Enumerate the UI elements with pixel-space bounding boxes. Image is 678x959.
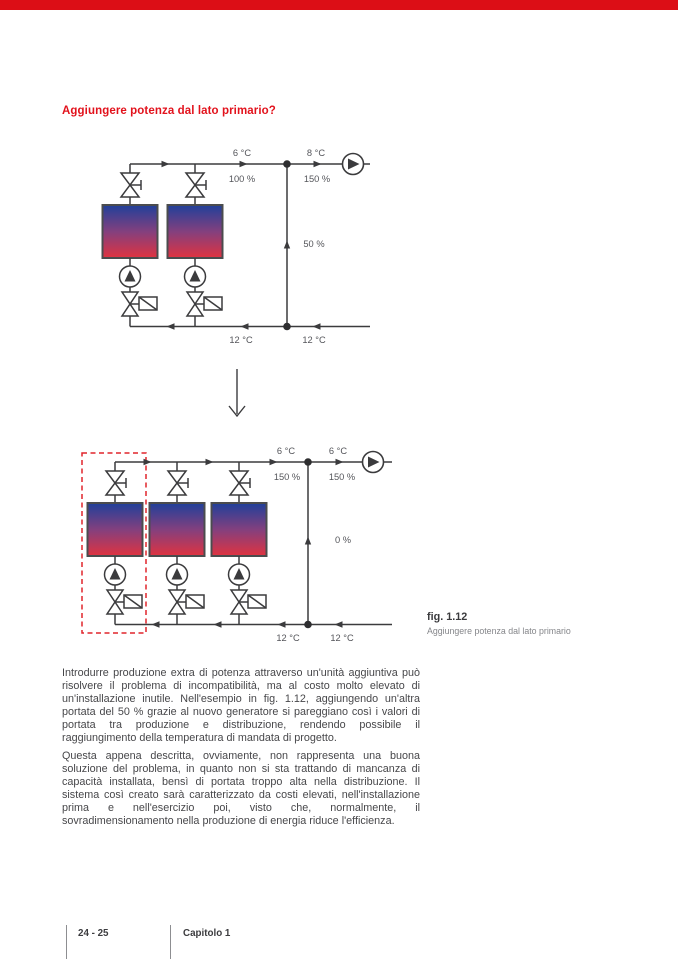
- distribution-pump-icon: [343, 154, 364, 175]
- transition-down-arrow-icon: [222, 366, 252, 422]
- temp-label: 6 °C: [276, 446, 296, 456]
- chapter-label: Capitolo 1: [183, 928, 231, 939]
- flow-label: 150 %: [273, 472, 301, 482]
- flow-label: 0 %: [334, 535, 352, 545]
- temp-label: 6 °C: [328, 446, 348, 456]
- paragraph: Introdurre produzione extra di potenza attraverso un'unità aggiuntiva può risolvere il problema di incompatibilità, ma al costo molto elevato di un'installazione inutile. Nell'esempio in fig. 1.12, aggiungendo un'altra portata del 50 % grazie al nuovo generatore si pareggiano così i valori di portata tra produzione e distribuzione, rendendo possibile il raggiungimento della temperatura di mandata di progetto.: [62, 667, 420, 744]
- diagram-after: [60, 440, 400, 655]
- figure-number: fig. 1.12: [427, 611, 468, 623]
- generator-unit: [212, 462, 267, 625]
- flow-label: 150 %: [303, 174, 331, 184]
- junction-node: [304, 621, 312, 629]
- diagram-before: [60, 140, 380, 350]
- generator-unit: [103, 164, 158, 327]
- section-heading: Aggiungere potenza dal lato primario?: [62, 105, 276, 117]
- temp-label: 12 °C: [276, 633, 300, 643]
- footer-divider: [66, 925, 67, 959]
- figure-title: Aggiungere potenza dal lato primario: [427, 626, 571, 636]
- junction-node: [283, 160, 291, 168]
- top-red-bar: [0, 0, 678, 10]
- distribution-pump-icon: [363, 452, 384, 473]
- generator-unit: [168, 164, 223, 327]
- flow-label: 50 %: [303, 239, 325, 249]
- footer-divider: [170, 925, 171, 959]
- temp-label: 8 °C: [306, 148, 326, 158]
- added-generator-unit: [88, 462, 143, 625]
- flow-label: 100 %: [228, 174, 256, 184]
- junction-node: [304, 458, 312, 466]
- flow-label: 150 %: [328, 472, 356, 482]
- temp-label: 12 °C: [302, 335, 326, 345]
- figure-caption: [427, 611, 571, 636]
- junction-node: [283, 323, 291, 331]
- generator-unit: [150, 462, 205, 625]
- body-text: [62, 667, 420, 833]
- page-numbers: 24 - 25: [78, 928, 109, 939]
- paragraph: Questa appena descritta, ovviamente, non rappresenta una buona soluzione del problema, in quanto non si sta trattando di mancanza di capacità installata, bensì di portata troppo alta nella distribuzione. Il sistema così creato sarà caratterizzato da costi elevati, nell'installazione prima e nell'esercizio poi, visto che, normalmente, il sovradimensionamento nella produzione di energia riduce l'efficienza.: [62, 750, 420, 827]
- temp-label: 6 °C: [232, 148, 252, 158]
- temp-label: 12 °C: [229, 335, 253, 345]
- temp-label: 12 °C: [330, 633, 354, 643]
